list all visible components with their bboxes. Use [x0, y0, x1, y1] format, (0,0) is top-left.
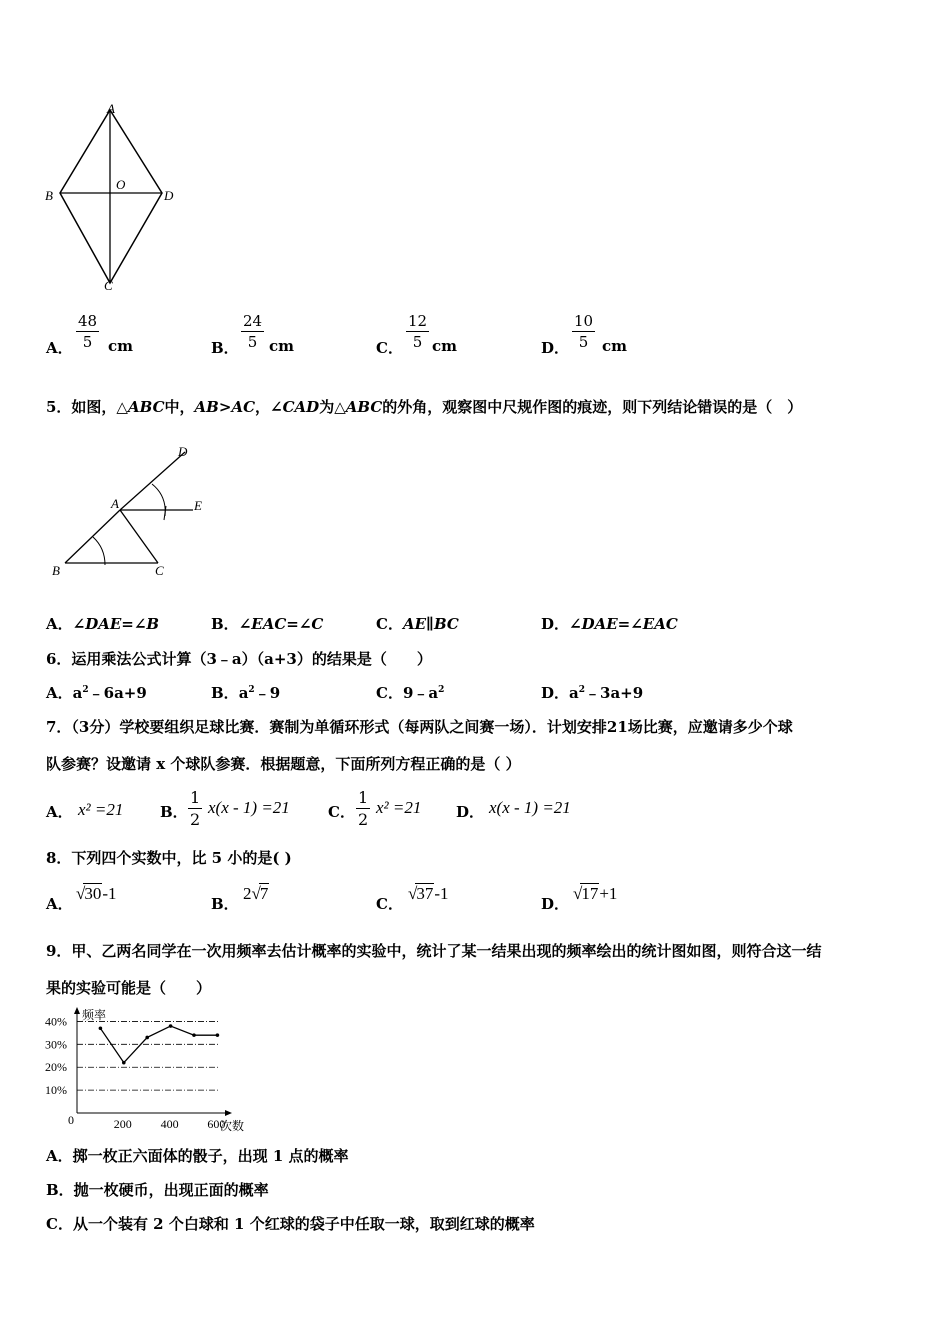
data-point	[99, 1027, 103, 1031]
q7-option-c-formula: x² =21	[376, 798, 422, 817]
q7-option-d[interactable]: D．	[456, 803, 485, 821]
data-point	[122, 1061, 126, 1065]
center-label-o: O	[116, 177, 126, 192]
x-tick-label: 400	[160, 1117, 179, 1131]
vertex-label-b: B	[52, 563, 60, 578]
q6-option-b[interactable]: B．$a^2﹣9$	[211, 684, 281, 702]
q8-option-a[interactable]: A．	[46, 895, 73, 913]
q6-option-c[interactable]: C．$9﹣a^2$	[376, 684, 445, 702]
q9-option-b[interactable]: B．抛一枚硬币，出现正面的概率	[46, 1181, 269, 1199]
q7-option-b-fraction: $\frac{1}{2}$	[190, 788, 201, 829]
q4-option-c-unit: cm	[432, 337, 458, 355]
y-tick-label: 10%	[45, 1083, 67, 1098]
q4-option-c-fraction: $\frac{12}{5}$	[408, 312, 428, 351]
q6-stem: 6．运用乘法公式计算（3﹣a）（a+3）的结果是（ ）	[46, 650, 432, 668]
q4-option-c[interactable]: C．	[376, 339, 403, 357]
q5-option-c[interactable]: C．AE∥BC	[376, 615, 459, 633]
vertex-label-a: A	[111, 496, 119, 511]
q7-option-a-formula: x² =21	[78, 800, 124, 819]
q7-stem-line1: 7．（3分）学校要组织足球比赛．赛制为单循环形式（每两队之间赛一场）．计划安排21场比赛，应邀请多少个球	[46, 718, 793, 736]
rhombus-figure	[40, 100, 190, 295]
data-point	[145, 1036, 149, 1040]
y-tick-label: 40%	[45, 1014, 67, 1029]
q8-option-c[interactable]: C．	[376, 895, 403, 913]
data-point	[169, 1024, 173, 1028]
vertex-label-c: C	[104, 278, 113, 293]
q8-option-d[interactable]: D．	[541, 895, 570, 913]
q9-stem-line2: 果的实验可能是（ ）	[46, 979, 212, 997]
y-tick-label: 20%	[45, 1060, 67, 1075]
y-axis-label: 频率	[82, 1008, 107, 1022]
frequency-line-chart	[40, 1005, 260, 1135]
q7-option-c[interactable]: C．	[328, 803, 355, 821]
q6-option-a[interactable]: A．$a^2﹣6a+9$	[46, 684, 147, 702]
q8-option-b[interactable]: B．	[211, 895, 239, 913]
q4-option-d[interactable]: D．	[541, 339, 570, 357]
x-axis-label: 次数	[220, 1119, 245, 1133]
q7-option-d-formula: x(x - 1) =21	[489, 798, 571, 817]
vertex-label-b: B	[45, 188, 53, 203]
q6-option-d[interactable]: D．$a^2﹣3a+9$	[541, 684, 644, 702]
q5-option-a[interactable]: A．∠DAE=∠B	[46, 615, 160, 633]
q4-option-d-fraction: $\frac{10}{5}$	[574, 312, 594, 351]
data-point	[216, 1033, 220, 1037]
q7-stem-line2: 队参赛？设邀请 x 个球队参赛．根据题意，下面所列方程正确的是（ ）	[46, 755, 521, 773]
q7-option-b[interactable]: B．	[160, 803, 188, 821]
vertex-label-e: E	[194, 498, 202, 513]
q7-option-c-fraction: $\frac{1}{2}$	[358, 788, 369, 829]
q7-option-a[interactable]: A．	[46, 803, 73, 821]
q4-option-a-fraction: $\frac{48}{5}$	[78, 312, 98, 351]
q9-stem-line1: 9．甲、乙两名同学在一次用频率去估计概率的实验中，统计了某一结果出现的频率绘出的统计图如图，则符合这一结	[46, 942, 822, 960]
q8-option-d-radical: √17+1	[573, 884, 618, 903]
vertex-label-d: D	[164, 188, 174, 203]
triangle-construction-figure	[45, 440, 225, 585]
q4-option-b-fraction: $\frac{24}{5}$	[243, 312, 263, 351]
vertex-label-c: C	[155, 563, 164, 578]
data-point	[192, 1033, 196, 1037]
q9-option-c[interactable]: C．从一个装有 2 个白球和 1 个红球的袋子中任取一球，取到红球的概率	[46, 1215, 535, 1233]
q4-option-a[interactable]: A．	[46, 339, 73, 357]
q4-option-a-unit: cm	[108, 337, 134, 355]
y-tick-label: 30%	[45, 1037, 67, 1052]
q5-option-b[interactable]: B．∠EAC=∠C	[211, 615, 324, 633]
origin-label: 0	[68, 1113, 74, 1127]
x-tick-label: 200	[113, 1117, 132, 1131]
q5-stem: 5．如图，△ABC中，AB>AC，∠CAD为△ABC的外角，观察图中尺规作图的痕迹，则下列结论错误的是（ ）	[46, 398, 803, 416]
q4-option-b[interactable]: B．	[211, 339, 239, 357]
q8-option-b-radical: 2√7	[243, 884, 269, 903]
q8-stem: 8．下列四个实数中，比 5 小的是( )	[46, 849, 292, 867]
q7-option-b-formula: x(x - 1) =21	[208, 798, 290, 817]
q4-option-b-unit: cm	[269, 337, 295, 355]
vertex-label-d: D	[178, 444, 188, 459]
q8-option-c-radical: √37-1	[408, 884, 449, 903]
q8-option-a-radical: √30-1	[76, 884, 117, 903]
q4-option-d-unit: cm	[602, 337, 628, 355]
x-tick-label: 600	[207, 1117, 226, 1131]
q5-option-d[interactable]: D．∠DAE=∠EAC	[541, 615, 678, 633]
q9-option-a[interactable]: A．掷一枚正六面体的骰子，出现 1 点的概率	[46, 1147, 349, 1165]
vertex-label-a: A	[107, 101, 115, 116]
